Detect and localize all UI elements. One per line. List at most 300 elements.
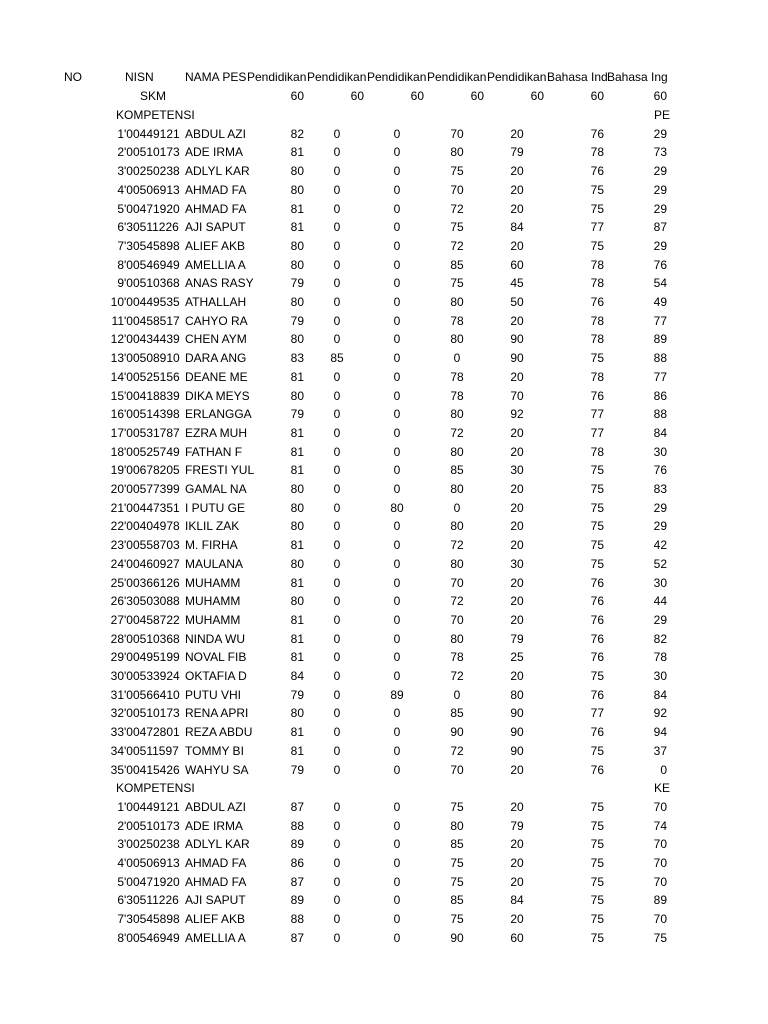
cell-subject-1[interactable]: 81 xyxy=(290,201,304,216)
cell-subject-2[interactable]: 0 xyxy=(333,743,341,758)
cell-subject-2[interactable]: 0 xyxy=(333,182,341,197)
cell-subject-7[interactable]: 29 xyxy=(653,126,667,141)
cell-subject-7[interactable]: 37 xyxy=(653,743,667,758)
cell-subject-5[interactable]: 20 xyxy=(510,669,524,683)
cell-subject-7[interactable]: 86 xyxy=(653,388,667,403)
cell-no[interactable]: 20 xyxy=(110,482,124,496)
cell-subject-7[interactable]: 52 xyxy=(653,556,667,571)
cell-subject-3[interactable]: 0 xyxy=(393,369,401,384)
cell-subject-1[interactable]: 81 xyxy=(290,145,304,160)
cell-no[interactable]: 30 xyxy=(110,669,124,683)
cell-subject-7[interactable]: 73 xyxy=(653,145,667,160)
cell-subject-1[interactable]: 87 xyxy=(290,799,304,814)
cell-nama[interactable]: OKTAFIA D xyxy=(185,669,247,683)
cell-subject-5[interactable]: 92 xyxy=(510,407,524,422)
cell-subject-7[interactable]: 83 xyxy=(653,482,667,496)
cell-no[interactable]: 29 xyxy=(110,650,124,665)
cell-subject-7[interactable]: 78 xyxy=(653,650,667,665)
cell-subject-2[interactable]: 0 xyxy=(333,687,341,702)
cell-nama[interactable]: NOVAL FIB xyxy=(185,650,247,665)
cell-subject-5[interactable]: 50 xyxy=(510,295,524,309)
header-subject-3[interactable]: Pendidikan xyxy=(367,70,427,84)
cell-no[interactable]: 33 xyxy=(110,725,124,740)
cell-subject-2[interactable]: 0 xyxy=(333,201,341,216)
cell-subject-1[interactable]: 79 xyxy=(290,407,304,422)
cell-subject-6[interactable]: 75 xyxy=(590,538,604,553)
cell-nisn[interactable]: '30511226 xyxy=(124,220,179,235)
skm-value-2[interactable]: 60 xyxy=(350,89,364,103)
cell-subject-2[interactable]: 0 xyxy=(333,126,341,141)
cell-subject-7[interactable]: 82 xyxy=(653,631,667,646)
cell-no[interactable]: 19 xyxy=(110,463,124,478)
cell-subject-1[interactable]: 81 xyxy=(290,743,304,758)
cell-subject-2[interactable]: 0 xyxy=(333,425,341,440)
cell-nisn[interactable]: '00510368 xyxy=(124,631,180,646)
cell-subject-3[interactable]: 0 xyxy=(393,856,401,870)
cell-subject-6[interactable]: 76 xyxy=(590,762,604,777)
cell-subject-6[interactable]: 75 xyxy=(590,856,604,870)
cell-nisn[interactable]: '00506913 xyxy=(124,856,180,870)
cell-nama[interactable]: ADLYL KAR xyxy=(185,837,250,852)
cell-subject-5[interactable]: 20 xyxy=(510,594,524,609)
cell-subject-3[interactable]: 0 xyxy=(393,201,401,216)
cell-subject-3[interactable]: 0 xyxy=(393,425,401,440)
cell-subject-5[interactable]: 20 xyxy=(510,874,524,889)
cell-subject-6[interactable]: 75 xyxy=(590,837,604,852)
cell-subject-6[interactable]: 75 xyxy=(590,893,604,908)
cell-subject-1[interactable]: 88 xyxy=(290,818,304,833)
cell-nisn[interactable]: '30545898 xyxy=(124,912,180,927)
cell-subject-1[interactable]: 80 xyxy=(290,556,304,571)
cell-nama[interactable]: NINDA WU xyxy=(185,631,245,646)
cell-subject-7[interactable]: 77 xyxy=(653,369,667,384)
cell-no[interactable]: 28 xyxy=(110,631,124,646)
skm-value-3[interactable]: 60 xyxy=(410,89,424,103)
cell-nama[interactable]: MUHAMM xyxy=(185,612,241,627)
cell-subject-7[interactable]: 74 xyxy=(653,818,667,833)
cell-subject-3[interactable]: 0 xyxy=(393,912,401,927)
cell-no[interactable]: 34 xyxy=(110,743,124,758)
cell-no[interactable]: 4 xyxy=(117,182,124,197)
cell-subject-3[interactable]: 0 xyxy=(393,631,401,646)
cell-subject-6[interactable]: 75 xyxy=(590,874,604,889)
header-subject-6[interactable]: Bahasa Ind xyxy=(547,70,608,84)
cell-nama[interactable]: PUTU VHI xyxy=(185,687,242,702)
cell-subject-3[interactable]: 0 xyxy=(393,351,401,366)
cell-no[interactable]: 6 xyxy=(117,220,124,235)
cell-nisn[interactable]: '00495199 xyxy=(124,650,180,665)
cell-subject-6[interactable]: 78 xyxy=(590,444,604,459)
cell-no[interactable]: 21 xyxy=(110,500,124,515)
cell-nama[interactable]: DIKA MEYS xyxy=(185,388,250,403)
cell-subject-7[interactable]: 29 xyxy=(653,612,667,627)
cell-subject-3[interactable]: 0 xyxy=(393,837,401,852)
cell-no[interactable]: 2 xyxy=(117,145,124,160)
cell-subject-6[interactable]: 76 xyxy=(590,612,604,627)
cell-subject-2[interactable]: 0 xyxy=(333,519,341,534)
cell-subject-3[interactable]: 0 xyxy=(393,650,401,665)
cell-subject-4[interactable]: 70 xyxy=(450,182,464,197)
cell-nama[interactable]: MAULANA xyxy=(185,556,244,571)
cell-subject-4[interactable]: 85 xyxy=(450,257,464,272)
cell-subject-4[interactable]: 70 xyxy=(450,575,464,590)
cell-no[interactable]: 32 xyxy=(110,706,124,721)
cell-subject-2[interactable]: 0 xyxy=(333,220,341,235)
cell-nisn[interactable]: '00460927 xyxy=(124,556,180,571)
cell-nisn[interactable]: '00510173 xyxy=(124,706,180,721)
cell-subject-6[interactable]: 76 xyxy=(590,164,604,179)
cell-subject-5[interactable]: 20 xyxy=(510,201,524,216)
cell-nama[interactable]: DEANE ME xyxy=(185,369,248,384)
cell-subject-2[interactable]: 0 xyxy=(333,295,341,309)
cell-nama[interactable]: CAHYO RA xyxy=(185,313,248,328)
skm-value-1[interactable]: 60 xyxy=(290,89,304,103)
cell-no[interactable]: 35 xyxy=(110,762,124,777)
cell-subject-6[interactable]: 77 xyxy=(590,706,604,721)
cell-no[interactable]: 3 xyxy=(117,164,124,179)
header-no[interactable]: NO xyxy=(64,70,82,84)
cell-subject-3[interactable]: 0 xyxy=(393,444,401,459)
cell-subject-2[interactable]: 0 xyxy=(333,612,341,627)
cell-subject-4[interactable]: 80 xyxy=(450,407,464,422)
cell-no[interactable]: 10 xyxy=(110,295,124,309)
cell-subject-5[interactable]: 20 xyxy=(510,575,524,590)
cell-subject-5[interactable]: 79 xyxy=(510,818,524,833)
cell-nisn[interactable]: '00250238 xyxy=(124,164,180,179)
cell-subject-5[interactable]: 20 xyxy=(510,126,524,141)
cell-subject-7[interactable]: 70 xyxy=(653,856,667,870)
cell-nama[interactable]: AHMAD FA xyxy=(185,856,247,870)
cell-subject-7[interactable]: 42 xyxy=(653,538,667,553)
cell-subject-5[interactable]: 20 xyxy=(510,482,524,496)
cell-subject-4[interactable]: 80 xyxy=(450,145,464,160)
cell-subject-5[interactable]: 90 xyxy=(510,725,524,740)
cell-nama[interactable]: ABDUL AZI xyxy=(185,799,246,814)
cell-subject-1[interactable]: 89 xyxy=(290,837,304,852)
cell-subject-5[interactable]: 80 xyxy=(510,687,524,702)
cell-subject-5[interactable]: 20 xyxy=(510,912,524,927)
cell-nisn[interactable]: '00678205 xyxy=(124,463,180,478)
cell-subject-3[interactable]: 0 xyxy=(393,257,401,272)
cell-subject-5[interactable]: 90 xyxy=(510,332,524,347)
cell-no[interactable]: 13 xyxy=(110,351,124,366)
cell-subject-5[interactable]: 20 xyxy=(510,369,524,384)
cell-subject-5[interactable]: 20 xyxy=(510,538,524,553)
cell-subject-7[interactable]: 88 xyxy=(653,351,667,366)
cell-subject-1[interactable]: 88 xyxy=(290,912,304,927)
cell-subject-3[interactable]: 0 xyxy=(393,407,401,422)
section-label[interactable]: KOMPETENSI xyxy=(116,108,195,122)
cell-subject-2[interactable]: 0 xyxy=(333,482,341,496)
cell-subject-5[interactable]: 20 xyxy=(510,182,524,197)
cell-subject-5[interactable]: 84 xyxy=(510,893,524,908)
cell-nisn[interactable]: '30545898 xyxy=(124,238,180,253)
cell-subject-6[interactable]: 76 xyxy=(590,650,604,665)
cell-subject-2[interactable]: 0 xyxy=(333,856,341,870)
cell-subject-5[interactable]: 84 xyxy=(510,220,524,235)
header-subject-2[interactable]: Pendidikan xyxy=(307,70,367,84)
cell-nama[interactable]: AMELLIA A xyxy=(185,930,246,945)
cell-subject-3[interactable]: 0 xyxy=(393,238,401,253)
cell-subject-1[interactable]: 79 xyxy=(290,313,304,328)
cell-subject-2[interactable]: 0 xyxy=(333,556,341,571)
cell-subject-5[interactable]: 20 xyxy=(510,425,524,440)
cell-subject-3[interactable]: 0 xyxy=(393,182,401,197)
cell-subject-2[interactable]: 0 xyxy=(333,164,341,179)
cell-subject-1[interactable]: 81 xyxy=(290,612,304,627)
cell-subject-3[interactable]: 0 xyxy=(393,332,401,347)
cell-nama[interactable]: ADE IRMA xyxy=(185,818,244,833)
cell-subject-3[interactable]: 0 xyxy=(393,669,401,683)
cell-subject-2[interactable]: 0 xyxy=(333,463,341,478)
cell-subject-2[interactable]: 0 xyxy=(333,874,341,889)
cell-subject-1[interactable]: 81 xyxy=(290,650,304,665)
cell-subject-6[interactable]: 75 xyxy=(590,238,604,253)
cell-subject-1[interactable]: 80 xyxy=(290,257,304,272)
cell-subject-6[interactable]: 75 xyxy=(590,351,604,366)
cell-nama[interactable]: IKLIL ZAK xyxy=(185,519,240,534)
cell-subject-1[interactable]: 80 xyxy=(290,706,304,721)
cell-nisn[interactable]: '00404978 xyxy=(124,519,180,534)
cell-subject-3[interactable]: 0 xyxy=(393,930,401,945)
cell-subject-6[interactable]: 75 xyxy=(590,743,604,758)
cell-subject-6[interactable]: 75 xyxy=(590,500,604,515)
cell-subject-4[interactable]: 78 xyxy=(450,388,464,403)
cell-subject-6[interactable]: 76 xyxy=(590,631,604,646)
cell-nisn[interactable]: '00577399 xyxy=(124,482,180,496)
cell-nisn[interactable]: '00366126 xyxy=(124,575,180,590)
cell-subject-4[interactable]: 72 xyxy=(450,238,464,253)
cell-subject-2[interactable]: 0 xyxy=(333,313,341,328)
cell-nama[interactable]: ADE IRMA xyxy=(185,145,244,160)
cell-subject-7[interactable]: 84 xyxy=(653,425,667,440)
cell-no[interactable]: 31 xyxy=(110,687,124,702)
cell-no[interactable]: 5 xyxy=(117,874,124,889)
cell-nama[interactable]: ATHALLAH xyxy=(185,295,247,309)
cell-nisn[interactable]: '00458517 xyxy=(124,313,180,328)
cell-subject-2[interactable]: 0 xyxy=(333,818,341,833)
cell-nama[interactable]: MUHAMM xyxy=(185,575,241,590)
cell-subject-5[interactable]: 20 xyxy=(510,856,524,870)
cell-nama[interactable]: GAMAL NA xyxy=(185,482,247,496)
cell-subject-4[interactable]: 72 xyxy=(450,743,464,758)
cell-subject-6[interactable]: 76 xyxy=(590,126,604,141)
cell-nisn[interactable]: '00449535 xyxy=(124,295,180,309)
cell-subject-1[interactable]: 81 xyxy=(290,444,304,459)
cell-subject-3[interactable]: 0 xyxy=(393,743,401,758)
cell-subject-2[interactable]: 0 xyxy=(333,930,341,945)
cell-subject-1[interactable]: 81 xyxy=(290,425,304,440)
cell-subject-1[interactable]: 80 xyxy=(290,500,304,515)
cell-subject-4[interactable]: 80 xyxy=(450,444,464,459)
cell-subject-6[interactable]: 76 xyxy=(590,575,604,590)
cell-subject-5[interactable]: 20 xyxy=(510,238,524,253)
cell-subject-3[interactable]: 0 xyxy=(393,762,401,777)
cell-no[interactable]: 18 xyxy=(110,444,124,459)
cell-subject-5[interactable]: 20 xyxy=(510,799,524,814)
cell-subject-3[interactable]: 80 xyxy=(390,500,404,515)
cell-no[interactable]: 15 xyxy=(110,388,124,403)
cell-subject-7[interactable]: 92 xyxy=(653,706,667,721)
cell-subject-4[interactable]: 75 xyxy=(450,164,464,179)
cell-nama[interactable]: WAHYU SA xyxy=(185,762,249,777)
cell-subject-6[interactable]: 75 xyxy=(590,463,604,478)
cell-no[interactable]: 17 xyxy=(110,425,124,440)
cell-subject-6[interactable]: 77 xyxy=(590,220,604,235)
cell-subject-1[interactable]: 83 xyxy=(290,351,304,366)
cell-subject-3[interactable]: 0 xyxy=(393,463,401,478)
cell-subject-7[interactable]: 75 xyxy=(653,930,667,945)
cell-no[interactable]: 8 xyxy=(117,930,124,945)
cell-subject-6[interactable]: 78 xyxy=(590,276,604,291)
cell-nama[interactable]: I PUTU GE xyxy=(185,500,246,515)
cell-subject-4[interactable]: 75 xyxy=(450,220,464,235)
cell-subject-4[interactable]: 85 xyxy=(450,463,464,478)
cell-subject-1[interactable]: 89 xyxy=(290,893,304,908)
cell-subject-7[interactable]: 77 xyxy=(653,313,667,328)
cell-subject-6[interactable]: 77 xyxy=(590,407,604,422)
cell-subject-7[interactable]: 29 xyxy=(653,519,667,534)
cell-subject-2[interactable]: 85 xyxy=(330,351,344,366)
cell-subject-4[interactable]: 75 xyxy=(450,276,464,291)
cell-nisn[interactable]: '00558703 xyxy=(124,538,180,553)
cell-subject-1[interactable]: 80 xyxy=(290,238,304,253)
cell-subject-3[interactable]: 0 xyxy=(393,612,401,627)
header-subject-5[interactable]: Pendidikan xyxy=(487,70,547,84)
cell-subject-4[interactable]: 80 xyxy=(450,482,464,496)
cell-nama[interactable]: AJI SAPUT xyxy=(185,893,246,908)
cell-subject-4[interactable]: 80 xyxy=(450,818,464,833)
cell-subject-6[interactable]: 75 xyxy=(590,182,604,197)
cell-nisn[interactable]: '00449121 xyxy=(124,126,180,141)
cell-subject-6[interactable]: 75 xyxy=(590,519,604,534)
cell-subject-5[interactable]: 20 xyxy=(510,837,524,852)
cell-subject-5[interactable]: 60 xyxy=(510,930,524,945)
cell-subject-2[interactable]: 0 xyxy=(333,893,341,908)
cell-subject-4[interactable]: 75 xyxy=(450,874,464,889)
cell-subject-6[interactable]: 76 xyxy=(590,687,604,702)
cell-subject-7[interactable]: 0 xyxy=(660,762,667,777)
cell-subject-4[interactable]: 80 xyxy=(450,556,464,571)
cell-subject-3[interactable]: 0 xyxy=(393,388,401,403)
cell-subject-4[interactable]: 72 xyxy=(450,669,464,683)
cell-subject-3[interactable]: 0 xyxy=(393,519,401,534)
cell-subject-1[interactable]: 81 xyxy=(290,575,304,590)
cell-no[interactable]: 11 xyxy=(111,313,124,328)
cell-subject-2[interactable]: 0 xyxy=(333,912,341,927)
skm-value-4[interactable]: 60 xyxy=(470,89,484,103)
cell-no[interactable]: 22 xyxy=(110,519,124,534)
cell-subject-7[interactable]: 29 xyxy=(653,201,667,216)
cell-subject-4[interactable]: 75 xyxy=(450,912,464,927)
cell-nisn[interactable]: '00546949 xyxy=(124,257,180,272)
cell-subject-4[interactable]: 75 xyxy=(450,799,464,814)
cell-subject-2[interactable]: 0 xyxy=(333,650,341,665)
cell-subject-6[interactable]: 76 xyxy=(590,295,604,309)
cell-subject-2[interactable]: 0 xyxy=(333,799,341,814)
cell-subject-2[interactable]: 0 xyxy=(333,725,341,740)
skm-value-7[interactable]: 60 xyxy=(653,89,667,103)
cell-subject-4[interactable]: 78 xyxy=(450,313,464,328)
header-nisn[interactable]: NISN xyxy=(125,70,154,84)
cell-subject-3[interactable]: 0 xyxy=(393,295,401,309)
cell-nisn[interactable]: '00418839 xyxy=(124,388,180,403)
cell-subject-4[interactable]: 80 xyxy=(450,519,464,534)
cell-subject-2[interactable]: 0 xyxy=(333,145,341,160)
cell-nama[interactable]: ALIEF AKB xyxy=(185,912,246,927)
cell-subject-2[interactable]: 0 xyxy=(333,444,341,459)
cell-subject-3[interactable]: 0 xyxy=(393,799,401,814)
cell-subject-7[interactable]: 89 xyxy=(653,893,667,908)
header-subject-4[interactable]: Pendidikan xyxy=(427,70,487,84)
cell-subject-7[interactable]: 29 xyxy=(653,164,667,179)
cell-nama[interactable]: FRESTI YUL xyxy=(185,463,255,478)
cell-subject-1[interactable]: 82 xyxy=(290,126,304,141)
cell-subject-6[interactable]: 77 xyxy=(590,425,604,440)
cell-subject-2[interactable]: 0 xyxy=(333,631,341,646)
cell-subject-4[interactable]: 72 xyxy=(450,425,464,440)
cell-subject-4[interactable]: 70 xyxy=(450,612,464,627)
cell-nisn[interactable]: '00525749 xyxy=(124,444,180,459)
cell-nisn[interactable]: '00250238 xyxy=(124,837,180,852)
cell-subject-4[interactable]: 80 xyxy=(450,332,464,347)
cell-subject-6[interactable]: 76 xyxy=(590,594,604,609)
cell-subject-1[interactable]: 80 xyxy=(290,519,304,534)
cell-nama[interactable]: ALIEF AKB xyxy=(185,238,246,253)
cell-nama[interactable]: TOMMY BI xyxy=(185,743,244,758)
cell-nisn[interactable]: '00506913 xyxy=(124,182,180,197)
cell-subject-1[interactable]: 87 xyxy=(290,874,304,889)
cell-subject-2[interactable]: 0 xyxy=(333,407,341,422)
cell-subject-5[interactable]: 20 xyxy=(510,519,524,534)
cell-nisn[interactable]: '00447351 xyxy=(124,500,180,515)
cell-subject-1[interactable]: 80 xyxy=(290,332,304,347)
cell-subject-2[interactable]: 0 xyxy=(333,575,341,590)
cell-no[interactable]: 14 xyxy=(110,369,124,384)
cell-subject-3[interactable]: 0 xyxy=(393,725,401,740)
cell-subject-1[interactable]: 86 xyxy=(290,856,304,870)
cell-subject-1[interactable]: 80 xyxy=(290,482,304,496)
cell-subject-4[interactable]: 78 xyxy=(450,369,464,384)
cell-nisn[interactable]: '00546949 xyxy=(124,930,180,945)
cell-subject-1[interactable]: 80 xyxy=(290,594,304,609)
cell-subject-7[interactable]: 84 xyxy=(653,687,667,702)
cell-subject-6[interactable]: 78 xyxy=(590,332,604,347)
cell-subject-6[interactable]: 75 xyxy=(590,669,604,683)
cell-no[interactable]: 25 xyxy=(110,575,124,590)
cell-subject-2[interactable]: 0 xyxy=(333,238,341,253)
cell-subject-5[interactable]: 20 xyxy=(510,313,524,328)
cell-subject-1[interactable]: 81 xyxy=(290,220,304,235)
section-label[interactable]: KOMPETENSI xyxy=(116,781,195,796)
cell-subject-4[interactable]: 80 xyxy=(450,295,464,309)
cell-subject-3[interactable]: 0 xyxy=(393,164,401,179)
cell-subject-1[interactable]: 81 xyxy=(290,725,304,740)
cell-subject-7[interactable]: 94 xyxy=(653,725,667,740)
cell-subject-7[interactable]: 70 xyxy=(653,912,667,927)
cell-subject-3[interactable]: 0 xyxy=(393,556,401,571)
cell-nama[interactable]: CHEN AYM xyxy=(185,332,247,347)
cell-no[interactable]: 1 xyxy=(117,799,124,814)
cell-subject-6[interactable]: 76 xyxy=(590,388,604,403)
cell-subject-3[interactable]: 0 xyxy=(393,482,401,496)
cell-nisn[interactable]: '00471920 xyxy=(124,201,180,216)
header-nama[interactable]: NAMA PES xyxy=(185,70,247,84)
cell-nama[interactable]: ADLYL KAR xyxy=(185,164,250,179)
cell-subject-7[interactable]: 88 xyxy=(653,407,667,422)
cell-subject-7[interactable]: 70 xyxy=(653,799,667,814)
section-right-label[interactable]: KE xyxy=(654,781,671,796)
